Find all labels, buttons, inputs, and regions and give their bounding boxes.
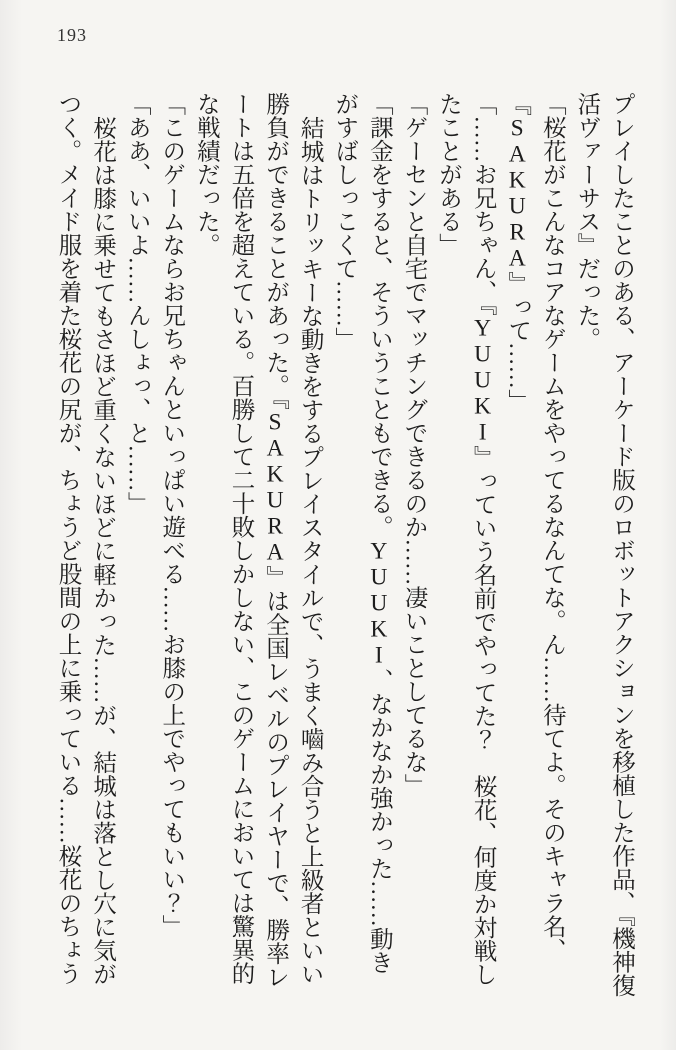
paragraph: 「ああ、いいよ……んしょっ、と……」 [123, 92, 150, 515]
paragraph: プレイしたことのある、アーケード版のロボットアクションを移植した作品、『機神復活ヴァーサス』だった。 [573, 92, 634, 997]
paragraph: 結城はトリッキーな動きをするプレイスタイルで、うまく嚙み合うと上級者といい勝負ができることがあった。『SAKURA』は全国レベルのプレイヤーで、勝率レートは五倍を超えている。百勝して二十敗しかしない、このゲームにおいては驚異的な戦績だった。 [192, 92, 323, 989]
paragraph: 「ゲーセンと自宅でマッチングできるのか……凄いことしてるな」 [400, 92, 427, 797]
paragraph: 「このゲームならお兄ちゃんといっぱい遊べる……お膝の上でやってもいい？」 [158, 92, 185, 938]
paragraph: 「……お兄ちゃん、『YUUKI』っていう名前でやってた？ 桜花、何度か対戦したことがある」 [435, 92, 496, 986]
paragraph: 「課金をすると、そういうこともできる。YUUKI、なかなか強かった……動きがすばしっこくて……」 [331, 92, 392, 974]
page-number: 193 [57, 25, 87, 45]
paragraph: 「桜花がこんなコアなゲームをやってるなんてな。ん……待てよ。そのキャラ名、『SAKURA』って……」 [504, 92, 565, 962]
page-text [38, 92, 638, 997]
paragraph: 桜花は膝に乗せてもさほど重くないほどに軽かった……が、結城は落とし穴に気がつく。メイド服を着た桜花の尻が、ちょうど股間の上に乗っている……桜花のちょう [54, 92, 116, 985]
